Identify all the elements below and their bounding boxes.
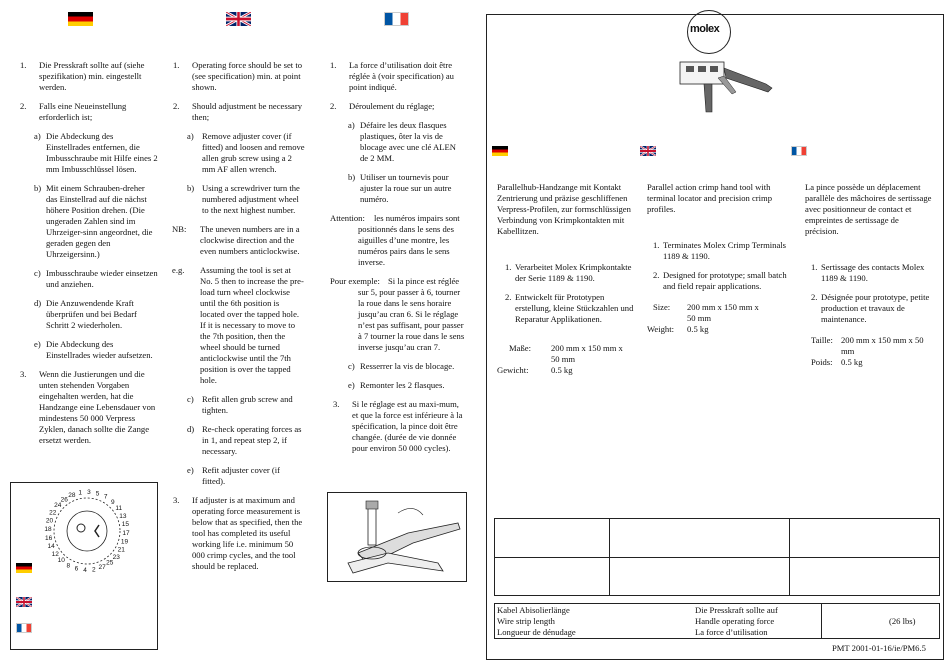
german-flag-icon: [492, 146, 508, 156]
operating-force-labels: Die Presskraft sollte auf Handle operating force La force d’utilisation: [695, 605, 778, 637]
fr-attention: les numéros impairs sont positionnés dans le sens des aiguilles d’une montre, les numéros pairs dans le sens inverse.: [358, 213, 460, 267]
dial-number: 24: [54, 502, 62, 510]
en-specs: Size: 200 mm x 150 mm x 50 mm Weight: 0.5 kg: [647, 302, 787, 335]
dial-number: 15: [121, 521, 130, 529]
tool-adjustment-illustration: [327, 492, 467, 582]
dial-number: 6: [74, 565, 79, 573]
adjustment-dial-diagram: [11, 483, 157, 573]
uk-flag-icon: [16, 597, 32, 607]
dial-number: 27: [98, 563, 106, 571]
dial-number: 21: [117, 546, 125, 554]
dial-number: 5: [95, 490, 100, 498]
english-instructions: 1. Operating force should be set to (see specification) min. at point shown. 2. Should adjustment be necessary then; a) Remove adjuster cover (if fitted) and loosen and remove allen grub screw using a 2 mm AF allen wrench. b) Using a screwdriver turn the numbered adjustment wheel to the next highest number. NB: The uneven numbers are in a clockwise direction and the even numbers anticlockwise. e.g. Assuming the tool is set at No. 5 then to increase the pre-load turn wheel clockwise until the 6th position is located over the tapped hole. If it is necessary to move to the 7th position, then the wheel should be turned anticlockwise until the 7th position is over the tapped hole. c) Refit allen grub screw and tighten. d) Re-check operating forces as in 1, and repeat step 2, if necessary. e) Refit adjuster cover (if fitted). 3. If adjuster is at maximum and operating force measurement is below that as specified, then the tool has completed its useful working life i.e. minimum 50 000 crimp cycles, and the tool should be replaced.: [172, 60, 305, 571]
fr-step-2: Déroulement du réglage;: [349, 101, 435, 111]
de-step-3: Wenn die Justierungen und die unten stehenden Vorgaben eingehalten werden, hat die Handzange eine Lebensdauer von mindestens 50 000 Verpress Zyklen, danach sollte die Zange ersetzt werden.: [39, 369, 156, 445]
dial-number: 11: [115, 505, 123, 513]
en-step-3: If adjuster is at maximum and operating force measurement is below that as specified, then the tool has completed its useful working life i.e. minimum 50 000 crimp cycles, and the tool should be replaced.: [192, 495, 303, 571]
fr-feature-2: Désignée pour prototype, petite production et travaux de maintenance.: [821, 292, 930, 324]
dial-number: 19: [120, 538, 129, 546]
spec-table-cell: [790, 557, 940, 596]
adjustment-dial-box: [10, 482, 158, 650]
dial-number: 28: [68, 492, 76, 500]
french-flag-icon: [384, 12, 409, 26]
uk-flag-icon: [640, 146, 656, 156]
en-step-2: Should adjustment be necessary then;: [192, 101, 303, 122]
dial-number: 22: [49, 509, 57, 517]
molex-logo: molex: [687, 10, 731, 54]
en-size-value: 200 mm x 150 mm x 50 mm: [687, 302, 759, 323]
en-step-2c: Refit allen grub screw and tighten.: [202, 394, 293, 415]
french-instructions: 1. La force d’utilisation doit être réglée à (voir specification) au point indiqué. 2. Déroulement du réglage; a) Défaire les deux flasques plastiques, ôter la vis de blocage avec une clé ALEN de 2 MM. b) Utiliser un tournevis pour ajuster la roue sur un autre numéro. Attention: les numéros impairs sont positionnés dans le sens des aiguilles d’une montre, les numéros pairs dans le sens inverse. Pour exemple: Si la pince est réglée sur 5, pour passer à 6, tourner la roue dans le sens horaire jusqu’au cran 6. Si le réglage n’est pas suffisant, pour passer à 7 tourner la roue dans le sens inverse jusqu’au cran 7. c) Resserrer la vis de blocage. e) Remonter les 2 flasques. 3. Si le réglage est au maxi-mum, et que la force est inférieure à la spécification, la pince doit être changée. (durée de vie donnée pour environ 50 000 cycles).: [330, 60, 465, 453]
fr-step-2b: Utiliser un tournevis pour ajuster la roue sur un autre numéro.: [360, 172, 452, 204]
spec-table-cell: [790, 519, 940, 558]
fr-description-block: La pince possède un déplacement parallèle des mâchoires de sertissage avec positionneur de contact et empreintes de sertissage de précision. 1. Sertissage des contacts Molex 1189 & 1190. 2. Désignée pour prototype, petite production et travaux de maintenance. Taille: 200 mm x 150 mm x 50 mm Poids: 0.5 kg: [805, 182, 932, 367]
de-description: Parallelhub-Handzange mit Kontakt Zentrierung und präzise geschliffenen Verpress-Profilen, zur formschlüssigen Verbindung von Krimpkontakten mit Kabellitzen.: [497, 182, 631, 236]
fr-step-2a: Défaire les deux flasques plastiques, ôter la vis de blocage avec une clé ALEN de 2 MM.: [360, 120, 456, 163]
dial-number: 9: [110, 498, 115, 506]
dial-number: 8: [66, 562, 71, 570]
en-description: Parallel action crimp hand tool with terminal locator and precision crimp profiles.: [647, 182, 773, 214]
spec-table-cell: [610, 557, 790, 596]
dial-number: 13: [119, 512, 127, 520]
dial-number: 7: [103, 493, 108, 501]
de-size-value: 200 mm x 150 mm x 50 mm: [551, 343, 623, 364]
french-flag-icon: [16, 623, 32, 633]
spec-table: [494, 518, 940, 596]
de-feature-1: Verarbeitet Molex Krimpkontakte der Serie 1189 & 1190.: [515, 262, 632, 283]
en-feature-1: Terminates Molex Crimp Terminals 1189 & 1190.: [663, 240, 786, 261]
de-step-2b: Mit einem Schrauben-dreher das Einstellrad auf die nächst höhere Position drehen. (Die ungeraden Zahlen sind im Uhrzeiger-sinn angeordnet, die geraden gegen den Uhrzeigersinn.): [46, 183, 153, 259]
crimp-tool-photo: [676, 54, 776, 116]
dial-number: 4: [83, 567, 87, 573]
dial-number: 10: [57, 557, 65, 565]
en-description-block: Parallel action crimp hand tool with terminal locator and precision crimp profiles. 1. Terminates Molex Crimp Terminals 1189 & 1190. 2. Designed for prototype; small batch and field repair applications. Size: 200 mm x 150 mm x 50 mm Weight: 0.5 kg: [647, 182, 787, 334]
fr-size-value: 200 mm x 150 mm x 50 mm: [841, 335, 924, 356]
en-feature-2: Designed for prototype; small batch and field repair applications.: [663, 270, 787, 291]
dial-number: 17: [122, 529, 130, 537]
dial-number: 1: [78, 489, 83, 497]
en-weight-value: 0.5 kg: [687, 324, 709, 334]
dial-number: 2: [91, 566, 96, 573]
en-step-1: Operating force should be set to (see specification) min. at point shown.: [192, 60, 303, 92]
de-step-2a: Die Abdeckung des Einstellrades entfernen, die Imbusschraube mit Hilfe eines 2 mm Imbusschlüssel lösen.: [46, 131, 158, 174]
fr-specs: Taille: 200 mm x 150 mm x 50 mm Poids: 0.5 kg: [805, 335, 933, 368]
en-step-2b: Using a screwdriver turn the numbered adjustment wheel to the next highest number.: [202, 183, 300, 215]
dial-number: 14: [47, 543, 55, 551]
dial-number: 25: [106, 559, 114, 567]
dial-number: 23: [112, 553, 120, 561]
fr-feature-1: Sertissage des contacts Molex 1189 & 1190.: [821, 262, 925, 283]
de-step-2e: Die Abdeckung des Einstellrades wieder aufsetzen.: [46, 339, 153, 360]
de-description-block: Parallelhub-Handzange mit Kontakt Zentrierung und präzise geschliffenen Verpress-Profilen, zur formschlüssigen Verbindung von Krimpkontakten mit Kabellitzen. 1. Verarbeitet Molex Krimpkontakte der Serie 1189 & 1190. 2. Entwickelt für Prototypen erstellung, kleine Stückzahlen und Reparatur Applikationen. Maße: 200 mm x 150 mm x 50 mm Gewicht: 0.5 kg: [497, 182, 637, 376]
en-step-2e: Refit adjuster cover (if fitted).: [202, 465, 281, 486]
de-step-2d: Die Anzuwendende Kraft überprüfen und bei Bedarf Schritt 2 wiederholen.: [46, 298, 137, 330]
spec-table-cell: [610, 519, 790, 558]
de-feature-2: Entwickelt für Prototypen erstellung, kleine Stückzahlen und Reparatur Applikationen.: [515, 292, 634, 324]
dial-number: 3: [87, 489, 91, 496]
french-flag-icon: [791, 146, 807, 156]
de-weight-value: 0.5 kg: [551, 365, 573, 375]
en-step-2d: Re-check operating forces as in 1, and repeat step 2, if necessary.: [202, 424, 302, 456]
fr-example: Si la pince est réglée sur 5, pour passer à 6, tourner la roue dans le sens horaire jusqu’au cran 6. Si le réglage n’est pas suffisant, pour passer à 7 tourner la roue dans le sens inverse jusqu’au cran 7.: [358, 276, 465, 352]
fr-step-2c: Resserrer la vis de blocage.: [360, 361, 455, 371]
fr-weight-value: 0.5 kg: [841, 357, 863, 367]
german-flag-icon: [16, 563, 32, 573]
fr-description: La pince possède un déplacement parallèle des mâchoires de sertissage avec positionneur de contact et empreintes de sertissage de précision.: [805, 182, 932, 236]
german-flag-icon: [68, 12, 93, 26]
document-reference: PMT 2001-01-16/ie/PM6.5: [832, 643, 926, 653]
en-example: Assuming the tool is set at No. 5 then to increase the pre-load turn wheel clockwise until the 6th position is located over the tapped hole. If it is necessary to move to the 7th position, then the wheel should be turned anticlockwise until the 7th position is over the tapped hole.: [200, 265, 304, 385]
german-instructions: 1. Die Presskraft sollte auf (siehe spezifikation) min. eingestellt werden. 2. Falls eine Neueinstellung erforderlich ist; a) Die Abdeckung des Einstellrades entfernen, die Imbusschraube mit Hilfe eines 2 mm Imbusschlüssel lösen. b) Mit einem Schrauben-dreher das Einstellrad auf die nächst höhere Position drehen. (Die ungeraden Zahlen sind im Uhrzeiger-sinn angeordnet, die geraden gegen den Uhrzeigersinn.) c) Imbusschraube wieder einsetzen und anziehen. d) Die Anzuwendende Kraft überprüfen und bei Bedarf Schritt 2 wiederholen. e) Die Abdeckung des Einstellrades wieder aufsetzen. 3. Wenn die Justierungen und die unten stehenden Vorgaben eingehalten werden, hat die Handzange eine Lebensdauer von mindestens 50 000 Verpress Zyklen, danach sollte die Zange ersetzt werden.: [20, 60, 158, 445]
crimp-tool-drawing: [328, 493, 466, 581]
strip-length-labels: Kabel Abisolierlänge Wire strip length Longueur de dénudage: [497, 605, 576, 637]
footer-specs: [494, 603, 940, 639]
de-step-2: Falls eine Neueinstellung erforderlich ist;: [39, 101, 127, 122]
spec-table-cell: [495, 557, 610, 596]
dial-number: 26: [60, 496, 68, 504]
dial-number: 18: [44, 526, 52, 534]
uk-flag-icon: [226, 12, 251, 26]
en-note: The uneven numbers are in a clockwise direction and the even numbers anticlockwise.: [200, 224, 300, 256]
dial-number: 12: [51, 550, 59, 558]
spec-table-cell: [495, 519, 610, 558]
de-step-1: Die Presskraft sollte auf (siehe spezifikation) min. eingestellt werden.: [39, 60, 145, 92]
fr-step-3: Si le réglage est au maxi-mum, et que la force est inférieure à la spécification, la pince doit être changée. (durée de vie donnée pour environ 50 000 cycles).: [352, 399, 463, 453]
operating-force-value: (26 lbs): [889, 616, 916, 626]
dial-number: 16: [44, 534, 53, 542]
en-step-2a: Remove adjuster cover (if fitted) and loosen and remove allen grub screw using a 2 mm AF allen wrench.: [202, 131, 305, 174]
footer-divider: [821, 604, 822, 638]
fr-step-1: La force d’utilisation doit être réglée à (voir specification) au point indiqué.: [349, 60, 454, 92]
de-step-2c: Imbusschraube wieder einsetzen und anziehen.: [46, 268, 158, 289]
de-specs: Maße: 200 mm x 150 mm x 50 mm Gewicht: 0.5 kg: [497, 343, 637, 376]
fr-step-2e: Remonter les 2 flasques.: [360, 380, 445, 390]
dial-number: 20: [45, 517, 54, 525]
